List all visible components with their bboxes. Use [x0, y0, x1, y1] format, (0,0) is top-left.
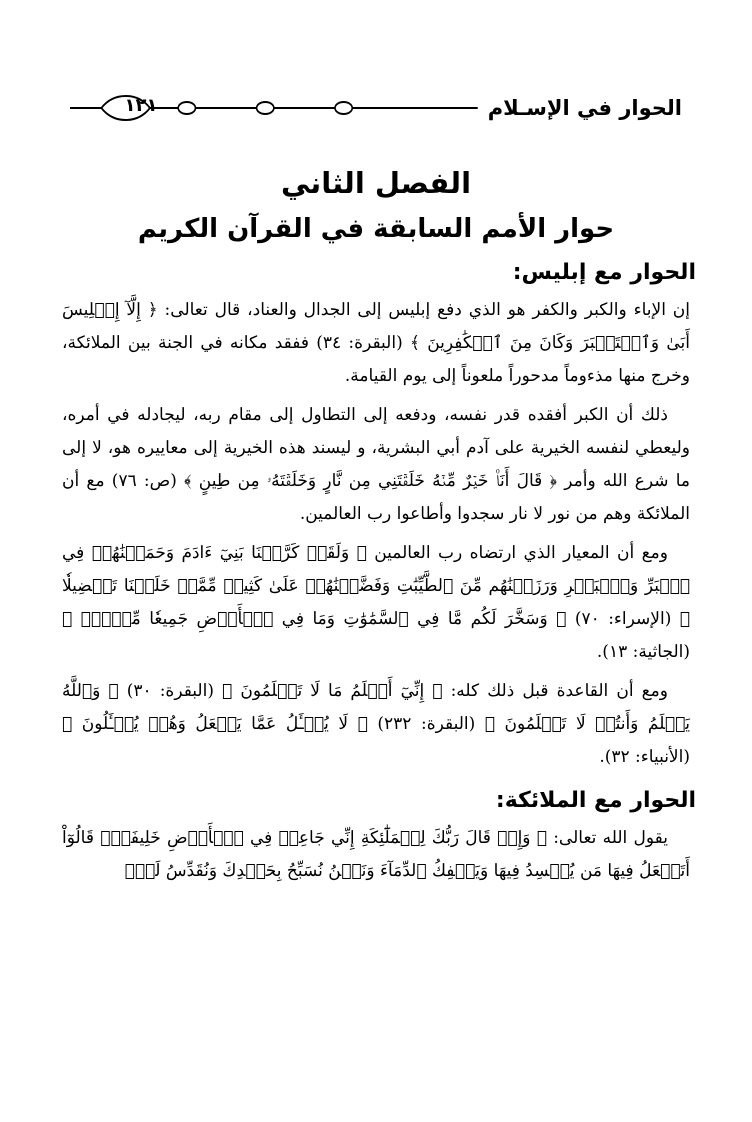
section-heading-iblis: الحوار مع إبليس:	[512, 260, 696, 285]
paragraph: يقول الله تعالى: ﴿ وَإِذۡ قَالَ رَبُّكَ لِلۡمَلَٰٓئِكَةِ إِنِّي جَاعِلٞ فِي ٱلۡأَرۡضِ خَلِيفَةٗۖ قَالُوٓاْ أَتَجۡعَلُ فِيهَا مَن يُفۡسِدُ فِيهَا وَيَسۡفِكُ ٱلدِّمَآءَ وَنَحۡنُ نُسَبِّحُ بِحَمۡدِكَ وَنُقَدِّسُ لَكَۖ	[62, 828, 690, 881]
page-header	[70, 86, 682, 130]
running-title: الحوار في الإسـلام	[487, 96, 682, 120]
paragraph: ومع أن المعيار الذي ارتضاه رب العالمين ﴿ وَلَقَدۡ كَرَّمۡنَا بَنِيٓ ءَادَمَ وَحَمَلۡنَٰهُمۡ فِي ٱلۡبَرِّ وَٱلۡبَحۡرِ وَرَزَقۡنَٰهُم مِّنَ ٱلطَّيِّبَٰتِ وَفَضَّلۡنَٰهُمۡ عَلَىٰ كَثِيرٖ مِّمَّنۡ خَلَقۡنَا تَفۡضِيلٗا ﴾ (الإسراء: ٧٠) ﴿ وَسَخَّرَ لَكُم مَّا فِي ٱلسَّمَٰوَٰتِ وَمَا فِي ٱلۡأَرۡضِ جَمِيعٗا مِّنۡهُۚ ﴾ (الجاثية: ١٣).	[62, 543, 690, 662]
paragraph: ومع أن القاعدة قبل ذلك كله: ﴿ إِنِّيٓ أَعۡلَمُ مَا لَا تَعۡلَمُونَ ﴾ (البقرة: ٣٠) ﴿ وَٱللَّهُ يَعۡلَمُ وَأَنتُمۡ لَا تَعۡلَمُونَ ﴾ (البقرة: ٢٣٢) ﴿ لَا يُسۡـَٔلُ عَمَّا يَفۡعَلُ وَهُمۡ يُسۡـَٔلُونَ ﴾ (الأنبياء: ٣٢).	[62, 681, 691, 767]
chapter-title: الفصل الثاني	[280, 166, 472, 200]
paragraph: إن الإباء والكبر والكفر هو الذي دفع إبليس إلى الجدال والعناد، قال تعالى: ﴿ إِلَّآ إِبۡلِيسَ أَبَىٰ وَٱسۡتَكۡبَرَ وَكَانَ مِنَ ٱلۡكَٰفِرِينَ ﴾ (البقرة: ٣٤) ففقد مكانه في الجنة بين الملائكة، وخرج منها مذءوماً مدحوراً ملعوناً إلى يوم القيامة.	[62, 300, 690, 386]
header-ornament	[70, 88, 478, 128]
chapter-subtitle: حوار الأمم السابقة في القرآن الكريم	[137, 214, 615, 244]
paragraph: ذلك أن الكبر أفقده قدر نفسه، ودفعه إلى التطاول إلى مقام ربه، ليجادله في أمره، وليعطي لنفسه الخيرية على آدم أبي البشرية، و ليسند هذه الخيرية إلى معاييره هو، لا إلى ما شرع الله وأمر ﴿ قَالَ أَنَا۠ خَيۡرٌ مِّنۡهُ خَلَقۡتَنِي مِن نَّارٍ وَخَلَقۡتَهُۥ مِن طِينٍ ﴾ (ص: ٧٦) مع أن الملائكة وهم من نور لا نار سجدوا وأطاعوا رب العالمين.	[62, 405, 691, 524]
page-number: ١٢١	[124, 95, 158, 116]
page-content	[62, 160, 696, 894]
section-heading-angels: الحوار مع الملائكة:	[495, 788, 696, 813]
